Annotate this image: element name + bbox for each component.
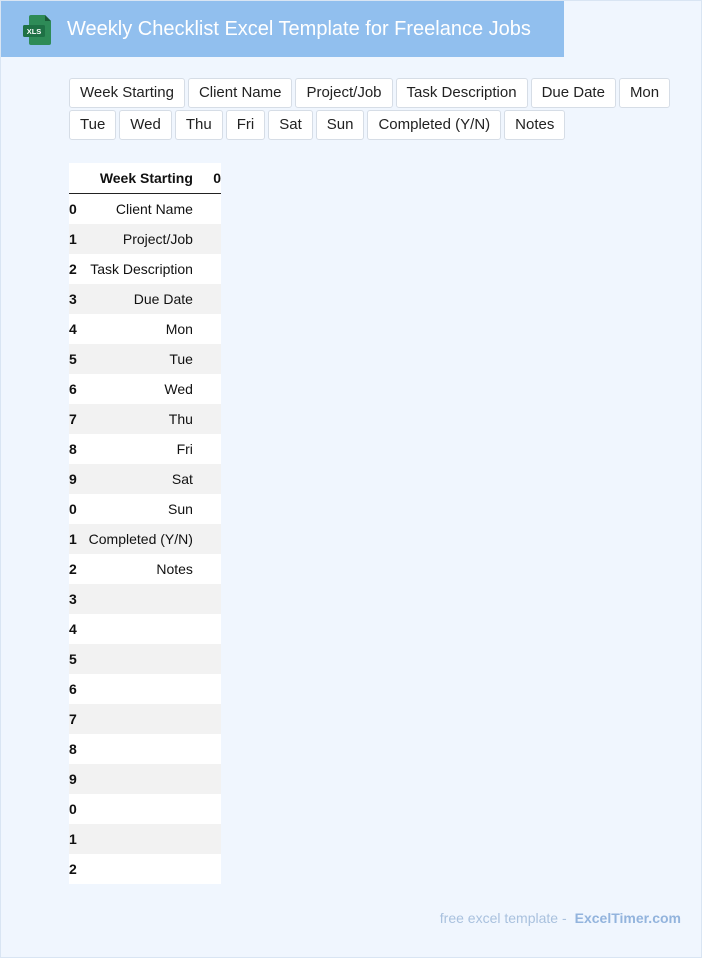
row-label-cell <box>77 734 201 764</box>
row-label-cell: Completed (Y/N) <box>77 524 201 554</box>
row-label-cell: Sat <box>77 464 201 494</box>
table-row <box>69 674 221 704</box>
header-label-cell: Week Starting <box>77 163 201 194</box>
row-label-cell: Project/Job <box>77 224 201 254</box>
row-index-cell: 8 <box>69 434 77 464</box>
row-label-cell: Tue <box>77 344 201 374</box>
table-row <box>69 344 221 374</box>
data-table <box>69 163 221 884</box>
column-pill-list <box>69 78 679 140</box>
row-index-cell: 9 <box>69 464 77 494</box>
row-value-cell <box>201 764 221 794</box>
data-table-wrapper <box>69 163 221 884</box>
row-label-cell <box>77 644 201 674</box>
row-value-cell <box>201 674 221 704</box>
row-value-cell <box>201 224 221 254</box>
row-value-cell <box>201 854 221 884</box>
column-pill[interactable]: Task Description <box>396 78 528 108</box>
table-row <box>69 704 221 734</box>
row-index-cell: 0 <box>69 194 77 225</box>
row-index-cell: 4 <box>69 314 77 344</box>
column-pill[interactable]: Week Starting <box>69 78 185 108</box>
xls-icon-text: XLS <box>26 27 42 36</box>
row-label-cell <box>77 614 201 644</box>
row-index-cell: 1 <box>69 224 77 254</box>
table-row <box>69 854 221 884</box>
row-label-cell: Wed <box>77 374 201 404</box>
row-index-cell: 7 <box>69 704 77 734</box>
footer-brand-link[interactable]: ExcelTimer.com <box>574 910 681 926</box>
table-row <box>69 824 221 854</box>
column-pill[interactable]: Sat <box>268 110 313 140</box>
row-value-cell <box>201 464 221 494</box>
table-row <box>69 734 221 764</box>
footer <box>440 908 681 928</box>
title-bar <box>1 1 564 57</box>
row-value-cell <box>201 584 221 614</box>
table-row <box>69 194 221 225</box>
row-index-cell: 0 <box>69 794 77 824</box>
column-pill[interactable]: Completed (Y/N) <box>367 110 501 140</box>
row-label-cell: Client Name <box>77 194 201 225</box>
row-label-cell: Task Description <box>77 254 201 284</box>
column-pill[interactable]: Due Date <box>531 78 616 108</box>
row-label-cell: Due Date <box>77 284 201 314</box>
row-value-cell <box>201 494 221 524</box>
table-row <box>69 494 221 524</box>
row-index-cell: 9 <box>69 764 77 794</box>
column-pill[interactable]: Notes <box>504 110 565 140</box>
row-index-cell: 6 <box>69 374 77 404</box>
row-label-cell <box>77 854 201 884</box>
column-pill[interactable]: Sun <box>316 110 365 140</box>
row-index-cell: 2 <box>69 254 77 284</box>
table-row <box>69 764 221 794</box>
row-label-cell <box>77 794 201 824</box>
row-value-cell <box>201 344 221 374</box>
row-value-cell <box>201 614 221 644</box>
row-value-cell <box>201 794 221 824</box>
row-label-cell: Sun <box>77 494 201 524</box>
row-label-cell: Thu <box>77 404 201 434</box>
row-index-cell: 3 <box>69 584 77 614</box>
table-body <box>69 194 221 885</box>
row-label-cell <box>77 674 201 704</box>
row-label-cell: Notes <box>77 554 201 584</box>
table-row <box>69 794 221 824</box>
row-value-cell <box>201 524 221 554</box>
row-label-cell: Mon <box>77 314 201 344</box>
table-row <box>69 314 221 344</box>
row-index-cell: 6 <box>69 674 77 704</box>
row-label-cell <box>77 584 201 614</box>
table-row <box>69 524 221 554</box>
row-index-cell: 5 <box>69 644 77 674</box>
row-value-cell <box>201 314 221 344</box>
row-index-cell: 2 <box>69 854 77 884</box>
row-index-cell: 5 <box>69 344 77 374</box>
row-label-cell <box>77 704 201 734</box>
column-pill[interactable]: Tue <box>69 110 116 140</box>
column-pill[interactable]: Project/Job <box>295 78 392 108</box>
row-value-cell <box>201 554 221 584</box>
column-pill[interactable]: Thu <box>175 110 223 140</box>
xls-file-icon <box>23 15 51 45</box>
row-value-cell <box>201 374 221 404</box>
row-index-cell: 7 <box>69 404 77 434</box>
column-pill[interactable]: Wed <box>119 110 172 140</box>
row-value-cell <box>201 434 221 464</box>
row-value-cell <box>201 824 221 854</box>
row-index-cell: 8 <box>69 734 77 764</box>
row-value-cell <box>201 284 221 314</box>
header-value-cell: 0 <box>201 163 221 194</box>
table-row <box>69 374 221 404</box>
row-label-cell: Fri <box>77 434 201 464</box>
page-title: Weekly Checklist Excel Template for Freelance Jobs <box>67 18 531 40</box>
row-index-cell: 1 <box>69 524 77 554</box>
table-row <box>69 254 221 284</box>
row-index-cell: 1 <box>69 824 77 854</box>
row-value-cell <box>201 644 221 674</box>
column-pill[interactable]: Mon <box>619 78 670 108</box>
row-value-cell <box>201 404 221 434</box>
row-index-cell: 2 <box>69 554 77 584</box>
table-row <box>69 614 221 644</box>
row-index-cell: 0 <box>69 494 77 524</box>
table-row <box>69 284 221 314</box>
table-row <box>69 224 221 254</box>
row-value-cell <box>201 194 221 225</box>
row-value-cell <box>201 254 221 284</box>
table-row <box>69 464 221 494</box>
row-label-cell <box>77 824 201 854</box>
row-index-cell: 4 <box>69 614 77 644</box>
table-row <box>69 434 221 464</box>
row-label-cell <box>77 764 201 794</box>
table-row <box>69 644 221 674</box>
row-value-cell <box>201 704 221 734</box>
header-index-cell <box>69 163 77 194</box>
footer-text: free excel template - <box>439 910 567 926</box>
table-row <box>69 404 221 434</box>
row-index-cell: 3 <box>69 284 77 314</box>
row-value-cell <box>201 734 221 764</box>
table-row <box>69 584 221 614</box>
table-header-row <box>69 163 221 194</box>
column-pill[interactable]: Fri <box>226 110 266 140</box>
column-pill[interactable]: Client Name <box>188 78 293 108</box>
table-row <box>69 554 221 584</box>
